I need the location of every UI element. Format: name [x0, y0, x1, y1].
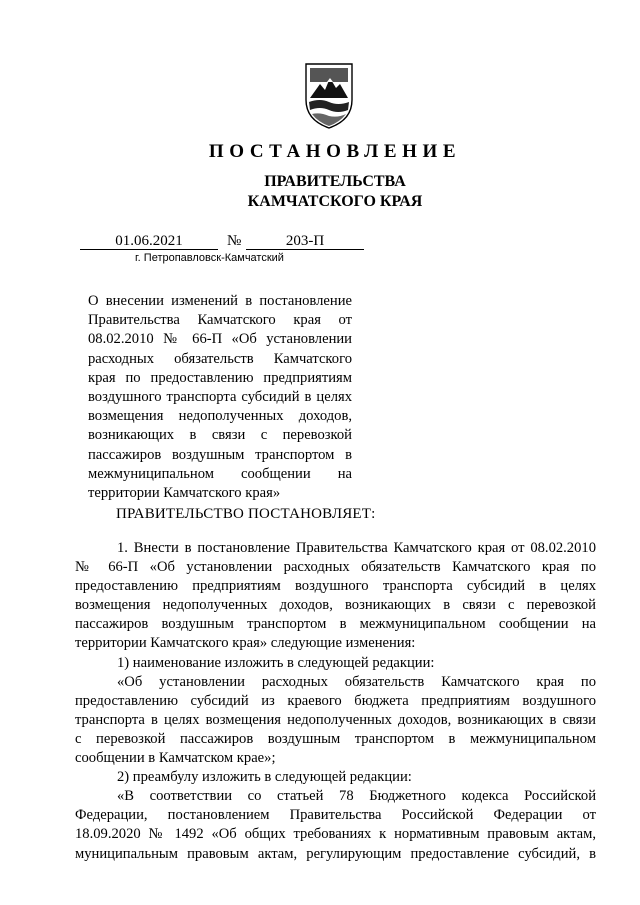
number-sign: № [227, 233, 242, 249]
document-subject [88, 292, 352, 503]
body-line: Федерации, постановлением Правительства Российской Федерации от [75, 807, 596, 824]
issuing-authority [0, 172, 640, 212]
body-line: возмещения недополученных доходов, возникающих в связи с перевозкой [75, 597, 596, 614]
document-number: 203-П [246, 232, 364, 250]
document-date: 01.06.2021 [80, 232, 218, 250]
body-line: 2) преамбулу изложить в следующей редакции: [117, 769, 412, 786]
body-line: сообщении в Камчатском крае»; [75, 750, 276, 767]
subject-line: межмуниципальном сообщении на [88, 465, 352, 482]
subject-line: 08.02.2010 № 66-П «Об установлении [88, 331, 352, 348]
document-place: г. Петропавловск-Камчатский [135, 252, 284, 264]
body-line: 1) наименование изложить в следующей редакции: [117, 654, 435, 671]
coat-of-arms-emblem [300, 60, 358, 130]
body-line: «В соответствии со статьей 78 Бюджетного кодекса Российской [117, 788, 596, 805]
document-type-title: ПОСТАНОВЛЕНИЕ [208, 141, 462, 162]
subject-line: воздушного транспорта субсидий в целях [88, 389, 352, 406]
body-line: транспорта в целях возмещения недополученных доходов, возникающих в связи [75, 711, 596, 728]
subject-line: возмещения недополученных доходов, [88, 408, 352, 425]
body-line: 18.09.2020 № 1492 «Об общих требованиях к нормативным правовым актам, [75, 826, 596, 843]
body-line: предоставлению субсидий из краевого бюджета предприятиям воздушного [75, 692, 596, 709]
subject-line: пассажиров воздушным транспортом в [88, 446, 352, 463]
subject-line: расходных обязательств Камчатского [88, 350, 352, 367]
document-body [75, 539, 596, 864]
body-line: предоставлению предприятиям воздушного транспорта субсидий в целях [75, 578, 596, 595]
body-line: 1. Внести в постановление Правительства Камчатского края от 08.02.2010 [117, 540, 596, 556]
subject-line: возникающих в связи с перевозкой [88, 427, 352, 444]
subject-line: Правительства Камчатского края от [88, 312, 352, 329]
authority-line-1: ПРАВИТЕЛЬСТВА [264, 173, 406, 190]
body-line: муниципальным правовым актам, регулирующим предоставление субсидий, в [75, 845, 596, 862]
body-line: пассажиров воздушным транспортом в межмуниципальном сообщении на [75, 616, 596, 633]
subject-line: территории Камчатского края» [88, 485, 281, 502]
body-line: территории Камчатского края» следующие изменения: [75, 635, 416, 652]
authority-line-2: КАМЧАТСКОГО КРАЯ [247, 193, 423, 210]
subject-line: О внесении изменений в постановление [88, 293, 352, 309]
body-line: с перевозкой пассажиров воздушным транспортом в межмуниципальном [75, 730, 596, 747]
body-line: № 66-П «Об установлении расходных обязательств Камчатского края по [75, 559, 596, 576]
subject-line: края по предоставлению предприятиям [88, 369, 352, 386]
body-line: «Об установлении расходных обязательств Камчатского края по [117, 673, 596, 690]
decree-heading: ПРАВИТЕЛЬСТВО ПОСТАНОВЛЯЕТ: [116, 506, 376, 522]
